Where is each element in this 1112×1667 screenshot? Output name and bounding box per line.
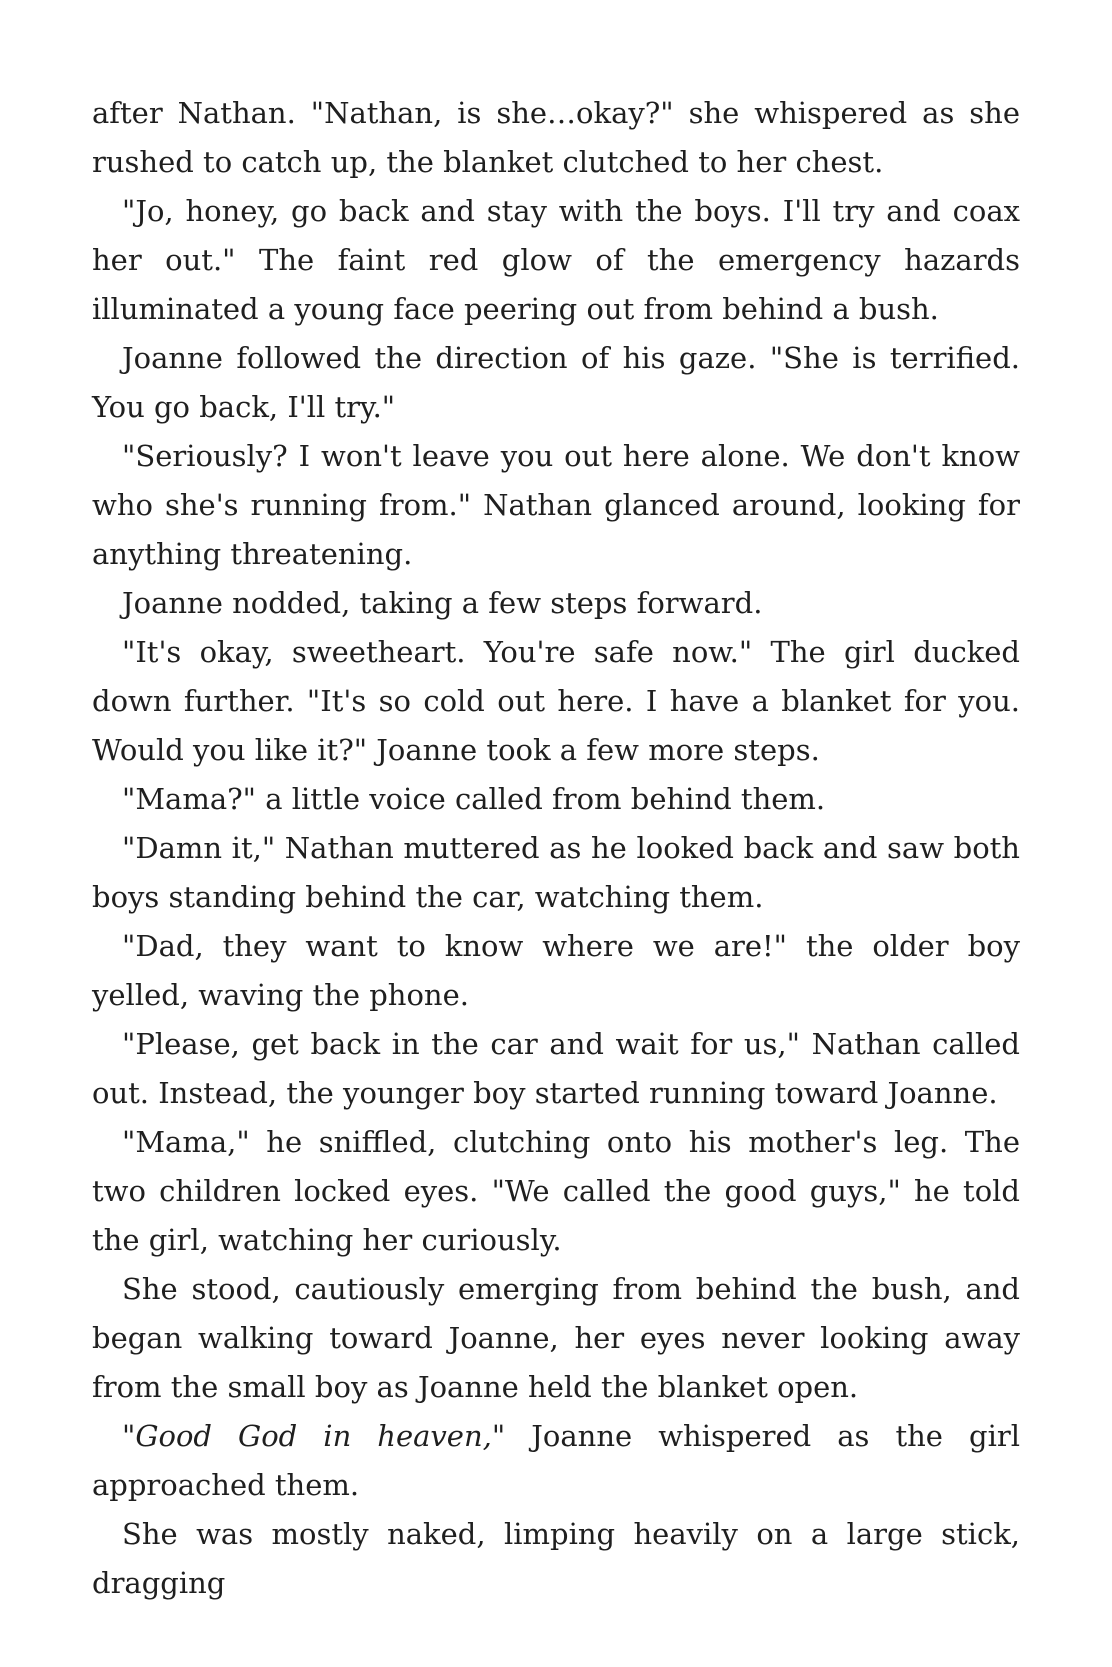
paragraph-text: " Joanne whispered as the girl approached them.: [92, 1419, 1020, 1502]
paragraph: "Mama," he sniffled, clutching onto his mother's leg. The two children locked eyes. "We called the good guys," he told the girl, watching her curiously.: [92, 1125, 1020, 1257]
book-page: [92, 89, 1020, 1608]
paragraph: Joanne followed the direction of his gaze. "She is terrified. You go back, I'll try.": [92, 341, 1020, 424]
paragraph: "Jo, honey, go back and stay with the boys. I'll try and coax her out." The faint red glow of the emergency hazards illuminated a young face peering out from behind a bush.: [92, 194, 1020, 326]
paragraph: Joanne nodded, taking a few steps forward.: [122, 586, 763, 620]
paragraph: "Please, get back in the car and wait for us," Nathan called out. Instead, the younger boy started running toward Joanne.: [92, 1027, 1020, 1110]
paragraph: "Mama?" a little voice called from behind them.: [122, 782, 826, 816]
paragraph: "Seriously? I won't leave you out here alone. We don't know who she's running from." Nathan glanced around, looking for anything threatening.: [92, 439, 1020, 571]
paragraph: [92, 1412, 1020, 1510]
paragraph: "Damn it," Nathan muttered as he looked back and saw both boys standing behind the car, watching them.: [92, 831, 1020, 914]
paragraph: She stood, cautiously emerging from behind the bush, and began walking toward Joanne, her eyes never looking away from the small boy as Joanne held the blanket open.: [92, 1272, 1020, 1404]
italic-phrase: "Good God in heaven,: [122, 1419, 492, 1453]
paragraph: She was mostly naked, limping heavily on a large stick, dragging: [92, 1517, 1020, 1600]
paragraph: "Dad, they want to know where we are!" the older boy yelled, waving the phone.: [92, 929, 1020, 1012]
paragraph: after Nathan. "Nathan, is she…okay?" she whispered as she rushed to catch up, the blanket clutched to her chest.: [92, 96, 1020, 179]
paragraph: "It's okay, sweetheart. You're safe now." The girl ducked down further. "It's so cold out here. I have a blanket for you. Would you like it?" Joanne took a few more steps.: [92, 635, 1020, 767]
